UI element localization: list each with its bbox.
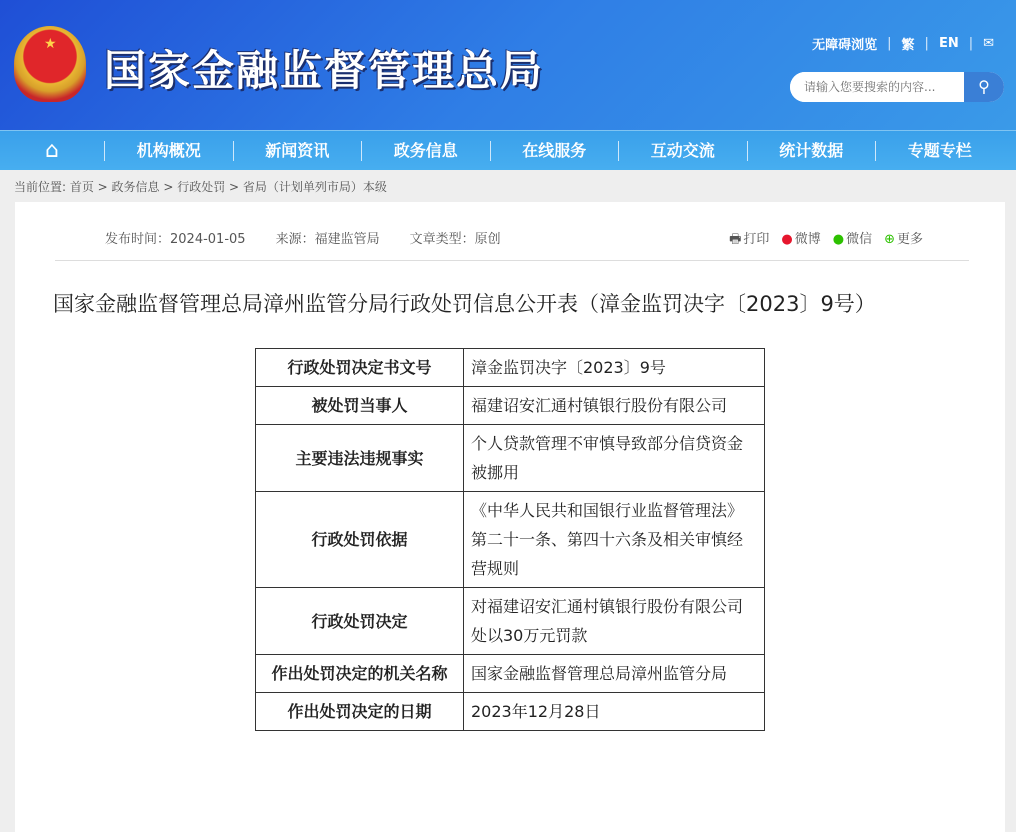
- print-button[interactable]: [729, 228, 769, 252]
- article-meta: [105, 228, 501, 247]
- row-label: 作出处罚决定的机关名称: [256, 655, 464, 693]
- printer-icon: 🖶: [729, 232, 742, 247]
- row-value: 2023年12月28日: [464, 693, 765, 731]
- divider: [55, 260, 969, 261]
- header: [0, 0, 1016, 130]
- nav-item[interactable]: 在线服务: [490, 141, 619, 161]
- row-label: 行政处罚决定书文号: [256, 349, 464, 387]
- row-value: 漳金监罚决字〔2023〕9号: [464, 349, 765, 387]
- share-bar: [729, 228, 923, 252]
- row-label: 被处罚当事人: [256, 387, 464, 425]
- more-button[interactable]: [884, 228, 923, 252]
- row-value: 国家金融监督管理总局漳州监管分局: [464, 655, 765, 693]
- mail-icon[interactable]: ✉: [983, 36, 994, 51]
- nav-item[interactable]: 机构概况: [104, 141, 233, 161]
- row-value: 对福建诏安汇通村镇银行股份有限公司处以30万元罚款: [464, 588, 765, 655]
- nav-item[interactable]: 互动交流: [618, 141, 747, 161]
- table-row: [256, 655, 765, 693]
- row-label: 行政处罚依据: [256, 492, 464, 588]
- national-emblem-icon: ★: [14, 26, 86, 102]
- row-value: 个人贷款管理不审慎导致部分信贷资金被挪用: [464, 425, 765, 492]
- weibo-icon: ●: [781, 232, 793, 247]
- row-label: 主要违法违规事实: [256, 425, 464, 492]
- nav-item[interactable]: 新闻资讯: [233, 141, 362, 161]
- english-link[interactable]: EN: [938, 36, 959, 51]
- search-icon: ⚲: [978, 77, 990, 96]
- nav-item[interactable]: 专题专栏: [875, 141, 1004, 161]
- table-row: [256, 425, 765, 492]
- table-row: [256, 492, 765, 588]
- wechat-button[interactable]: [833, 228, 872, 252]
- weibo-label: 微博: [794, 232, 821, 247]
- article: [15, 202, 1005, 832]
- row-label: 行政处罚决定: [256, 588, 464, 655]
- more-label: 更多: [896, 232, 923, 247]
- plus-circle-icon: ⊕: [884, 232, 895, 247]
- row-value: 《中华人民共和国银行业监督管理法》第二十一条、第四十六条及相关审慎经营规则: [464, 492, 765, 588]
- publish-date: 发布时间：2024-01-05: [105, 232, 246, 247]
- main-nav: [0, 130, 1016, 170]
- nav-item[interactable]: 统计数据: [747, 141, 876, 161]
- print-label: 打印: [743, 232, 770, 247]
- table-row: [256, 588, 765, 655]
- table-row: [256, 693, 765, 731]
- breadcrumb[interactable]: 当前位置: 首页 > 政务信息 > 行政处罚 > 省局（计划单列市局）本级: [14, 180, 387, 194]
- row-label: 作出处罚决定的日期: [256, 693, 464, 731]
- traditional-link[interactable]: 繁: [901, 38, 915, 53]
- wechat-label: 微信: [846, 232, 873, 247]
- site-title[interactable]: 国家金融监督管理总局: [104, 46, 545, 95]
- weibo-button[interactable]: [781, 228, 820, 252]
- top-links: 无障碍浏览 | 繁 | EN | ✉: [812, 36, 994, 53]
- article-type: 文章类型：原创: [409, 232, 501, 247]
- row-value: 福建诏安汇通村镇银行股份有限公司: [464, 387, 765, 425]
- table-row: [256, 387, 765, 425]
- search-input[interactable]: [790, 72, 964, 102]
- search-button[interactable]: [964, 72, 1004, 102]
- penalty-table: [255, 348, 765, 731]
- source: 来源：福建监管局: [275, 232, 380, 247]
- wechat-icon: ●: [832, 232, 845, 247]
- accessibility-link[interactable]: 无障碍浏览: [812, 38, 878, 53]
- table-row: [256, 349, 765, 387]
- article-title: 国家金融监督管理总局漳州监管分局行政处罚信息公开表（漳金监罚决字〔2023〕9号）: [53, 292, 876, 316]
- nav-item[interactable]: 政务信息: [361, 141, 490, 161]
- search-box: [790, 72, 1004, 102]
- home-icon[interactable]: ⌂: [45, 138, 59, 163]
